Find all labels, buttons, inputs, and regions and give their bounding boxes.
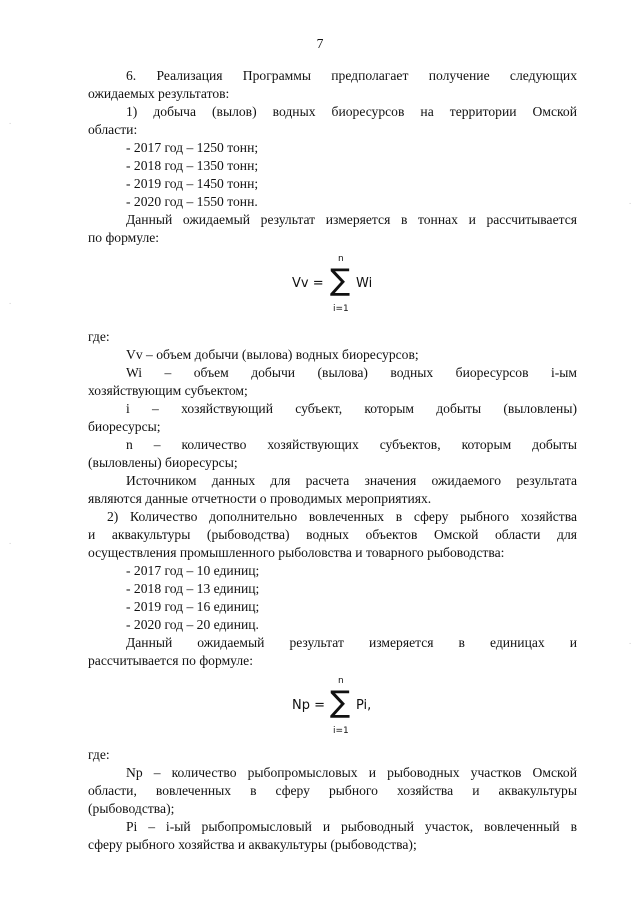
result-1-year-item: - 2019 год – 1450 тонн; bbox=[126, 176, 259, 191]
source-line-2: являются данные отчетности о проводимых мероприятиях. bbox=[88, 491, 432, 506]
result-2-year-item: - 2020 год – 20 единиц. bbox=[126, 617, 259, 632]
sigma-symbol: ∑ bbox=[330, 263, 351, 298]
result-1-year-item: - 2020 год – 1550 тонн. bbox=[126, 194, 258, 209]
result-1-title-line-2: области: bbox=[88, 122, 138, 137]
definition-n-line-1: n – количество хозяйствующих субъектов, которым добыты bbox=[126, 437, 577, 452]
result-1-measure-line-1: Данный ожидаемый результат измеряется в тоннах и рассчитывается bbox=[126, 212, 577, 227]
definition-i-line-1: i – хозяйствующий субъект, которым добыты (выловлены) bbox=[126, 401, 577, 416]
definition-i-line-2: биоресурсы; bbox=[88, 419, 161, 434]
scan-mark: · bbox=[628, 640, 633, 648]
definition-np-line-3: (рыбоводства); bbox=[88, 801, 175, 816]
sigma-symbol: ∑ bbox=[330, 685, 351, 720]
result-2-title-line-1: 2) Количество дополнительно вовлеченных в сферу рыбного хозяйства bbox=[107, 509, 577, 524]
result-2-title-line-3: осуществления промышленного рыболовства и товарного рыбоводства: bbox=[88, 545, 505, 560]
result-1-measure-line-2: по формуле: bbox=[88, 230, 160, 245]
definition-np-line-1: Np – количество рыбопромысловых и рыбоводных участков Омской bbox=[126, 765, 577, 780]
definition-wi-line-1: Wi – объем добычи (вылова) водных биоресурсов i-ым bbox=[126, 365, 577, 380]
definition-n-line-2: (выловлены) биоресурсы; bbox=[88, 455, 238, 470]
scan-mark: · bbox=[628, 200, 633, 208]
where-label: где: bbox=[88, 329, 110, 344]
definition-wi-line-2: хозяйствующим субъектом; bbox=[88, 383, 248, 398]
result-2-year-item: - 2018 год – 13 единиц; bbox=[126, 581, 260, 596]
formula-term: Pi, bbox=[356, 698, 372, 713]
formula-np bbox=[0, 676, 640, 740]
definition-np-line-2: области, вовлеченных в сферу рыбного хозяйства и аквакультуры bbox=[88, 783, 577, 798]
result-2-year-item: - 2019 год – 16 единиц; bbox=[126, 599, 260, 614]
formula-lower-limit: i=1 bbox=[333, 304, 349, 314]
page-number: 7 bbox=[316, 36, 324, 51]
formula-upper-limit: n bbox=[338, 676, 344, 686]
definition-pi-line-1: Pi – i-ый рыбопромысловый и рыбоводный участок, вовлеченный в bbox=[126, 819, 577, 834]
result-2-title-line-2: и аквакультуры (рыбоводства) водных объектов Омской области для bbox=[88, 527, 577, 542]
formula-term: Wi bbox=[356, 276, 373, 291]
result-1-year-item: - 2018 год – 1350 тонн; bbox=[126, 158, 259, 173]
scan-mark: · bbox=[8, 540, 13, 548]
formula-vv bbox=[0, 254, 640, 318]
where-label: где: bbox=[88, 747, 110, 762]
scan-mark: · bbox=[8, 300, 13, 308]
scan-mark: · bbox=[8, 120, 13, 128]
formula-lhs: Np = bbox=[292, 698, 326, 713]
result-1-year-item: - 2017 год – 1250 тонн; bbox=[126, 140, 259, 155]
result-1-title-line-1: 1) добыча (вылов) водных биоресурсов на территории Омской bbox=[126, 104, 577, 119]
formula-lhs: Vv = bbox=[292, 276, 324, 291]
result-2-year-item: - 2017 год – 10 единиц; bbox=[126, 563, 260, 578]
definition-pi-line-2: сферу рыбного хозяйства и аквакультуры (рыбоводства); bbox=[88, 837, 417, 852]
definition-vv: Vv – объем добычи (вылова) водных биоресурсов; bbox=[126, 347, 419, 362]
formula-lower-limit: i=1 bbox=[333, 726, 349, 736]
formula-upper-limit: n bbox=[338, 254, 344, 264]
paragraph-6-line-1: 6. Реализация Программы предполагает получение следующих bbox=[126, 68, 577, 83]
paragraph-6-line-2: ожидаемых результатов: bbox=[88, 86, 230, 101]
source-line-1: Источником данных для расчета значения ожидаемого результата bbox=[126, 473, 577, 488]
result-2-measure-line-2: рассчитывается по формуле: bbox=[88, 653, 253, 668]
result-2-measure-line-1: Данный ожидаемый результат измеряется в единицах и bbox=[126, 635, 577, 650]
